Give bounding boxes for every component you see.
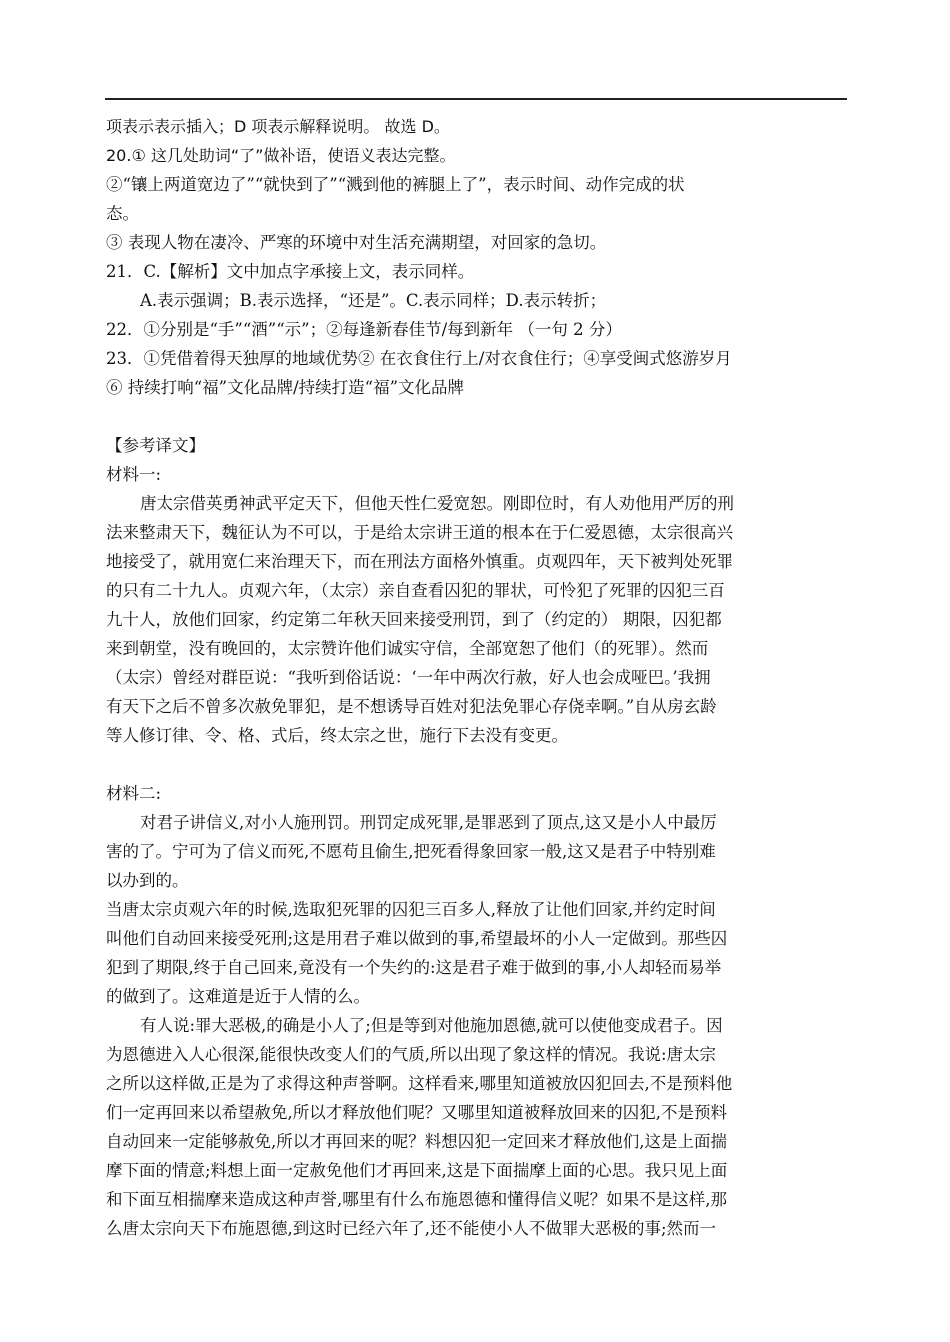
text-line: 自动回来一定能够赦免,所以才再回来的呢？料想囚犯一定回来才释放他们,这是上面揣 [106,1132,727,1151]
material2-paragraph [106,1011,848,1243]
text-line: 为恩德进入人心很深,能很快改变人们的气质,所以出现了象这样的情况。我说:唐太宗 [106,1045,717,1064]
material2-paragraph [106,808,848,895]
text-line: 和下面互相揣摩来造成这种声誉,哪里有什么布施恩德和懂得信义呢？如果不是这样,那 [106,1190,727,1209]
material1-text [106,489,848,750]
text-line: 法来整肃天下，魏征认为不可以，于是给太宗讲王道的根本在于仁爱恩德，太宗很高兴 [106,523,733,542]
text-line: 之所以这样做,正是为了求得这种声誉啊。这样看来,哪里知道被放囚犯回去,不是预料他 [106,1074,733,1093]
document-body [106,112,848,1243]
material2-paragraph [106,895,848,1011]
text-line: 么唐太宗向天下布施恩德,到这时已经六年了,还不能使小人不做罪大恶极的事;然而一 [106,1219,717,1238]
text-line: 以办到的。 [106,871,189,890]
translation-heading: 【参考译文】 [106,436,205,455]
text-line: 叫他们自动回来接受死刑;这是用君子难以做到的事,希望最坏的小人一定做到。那些囚 [106,929,728,948]
spacer [106,750,848,779]
text-line: （太宗）曾经对群臣说：“我听到俗话说：‘一年中两次行赦，好人也会成哑巴。’我拥 [106,668,711,687]
text-line: 九十人，放他们回家，约定第二年秋天回来接受刑罚，到了（约定的） 期限，囚犯都 [106,610,722,629]
text-line: 地接受了，就用宽仁来治理天下，而在刑法方面格外慎重。贞观四年，天下被判处死罪 [106,552,733,571]
text-line: 的做到了。这难道是近于人情的么。 [106,987,370,1006]
text-line: 唐太宗借英勇神武平定天下，但他天性仁爱宽恕。刚即位时，有人劝他用严厉的刑 [140,494,734,513]
answer-q20-line: ③ 表现人物在凄冷、严寒的环境中对生活充满期望，对回家的急切。 [106,233,607,252]
answer-q20: 20.① 这几处助词“了”做补语，使语义表达完整。 [106,146,456,165]
answer-q21: 21．C.【解析】文中加点字承接上文，表示同样。 [106,262,475,281]
text-line: 来到朝堂，没有晚回的，太宗赞许他们诚实守信，全部宽恕了他们（的死罪）。然而 [106,639,709,658]
header-rule [105,98,847,100]
answer-q23: 23．①凭借着得天独厚的地域优势② 在衣食住行上/对衣食住行；④享受闽式悠游岁月 [106,349,732,368]
answer-q20-line: 态。 [106,204,139,223]
text-line: 等人修订律、令、格、式后，终太宗之世，施行下去没有变更。 [106,726,568,745]
answer-q21-options: A.表示强调；B.表示选择，“还是”。C.表示同样；D.表示转折； [140,291,607,310]
answer-q22: 22．①分别是“手”“酒”“示”；②每逢新春佳节/每到新年 （一句 2 分） [106,320,622,339]
answer-line: 项表示表示插入；D 项表示解释说明。 故选 D。 [106,117,450,136]
text-line: 的只有二十九人。贞观六年，（太宗）亲自查看囚犯的罪状，可怜犯了死罪的囚犯三百 [106,581,725,600]
text-line: 们一定再回来以希望赦免,所以才释放他们呢？又哪里知道被释放回来的囚犯,不是预料 [106,1103,727,1122]
text-line: 有天下之后不曾多次赦免罪犯，是不想诱导百姓对犯法免罪心存侥幸啊。”自从房玄龄 [106,697,717,716]
answer-q23-line: ⑥ 持续打响“福”文化品牌/持续打造“福”文化品牌 [106,378,465,397]
spacer [106,402,848,431]
answer-q20-line: ②“镶上两道宽边了”“就快到了”“溅到他的裤腿上了”，表示时间、动作完成的状 [106,175,685,194]
text-line: 犯到了期限,终于自己回来,竟没有一个失约的:这是君子难于做到的事,小人却轻而易举 [106,958,722,977]
text-line: 摩下面的情意;料想上面一定赦免他们才再回来,这是下面揣摩上面的心思。我只见上面 [106,1161,728,1180]
material2-label: 材料二: [106,784,162,803]
text-line: 对君子讲信义,对小人施刑罚。刑罚定成死罪,是罪恶到了顶点,这又是小人中最厉 [140,813,717,832]
text-line: 有人说:罪大恶极,的确是小人了;但是等到对他施加恩德,就可以使他变成君子。因 [140,1016,723,1035]
material1-label: 材料一: [106,465,162,484]
text-line: 当唐太宗贞观六年的时候,选取犯死罪的囚犯三百多人,释放了让他们回家,并约定时间 [106,900,716,919]
text-line: 害的了。宁可为了信义而死,不愿苟且偷生,把死看得象回家一般,这又是君子中特别难 [106,842,716,861]
